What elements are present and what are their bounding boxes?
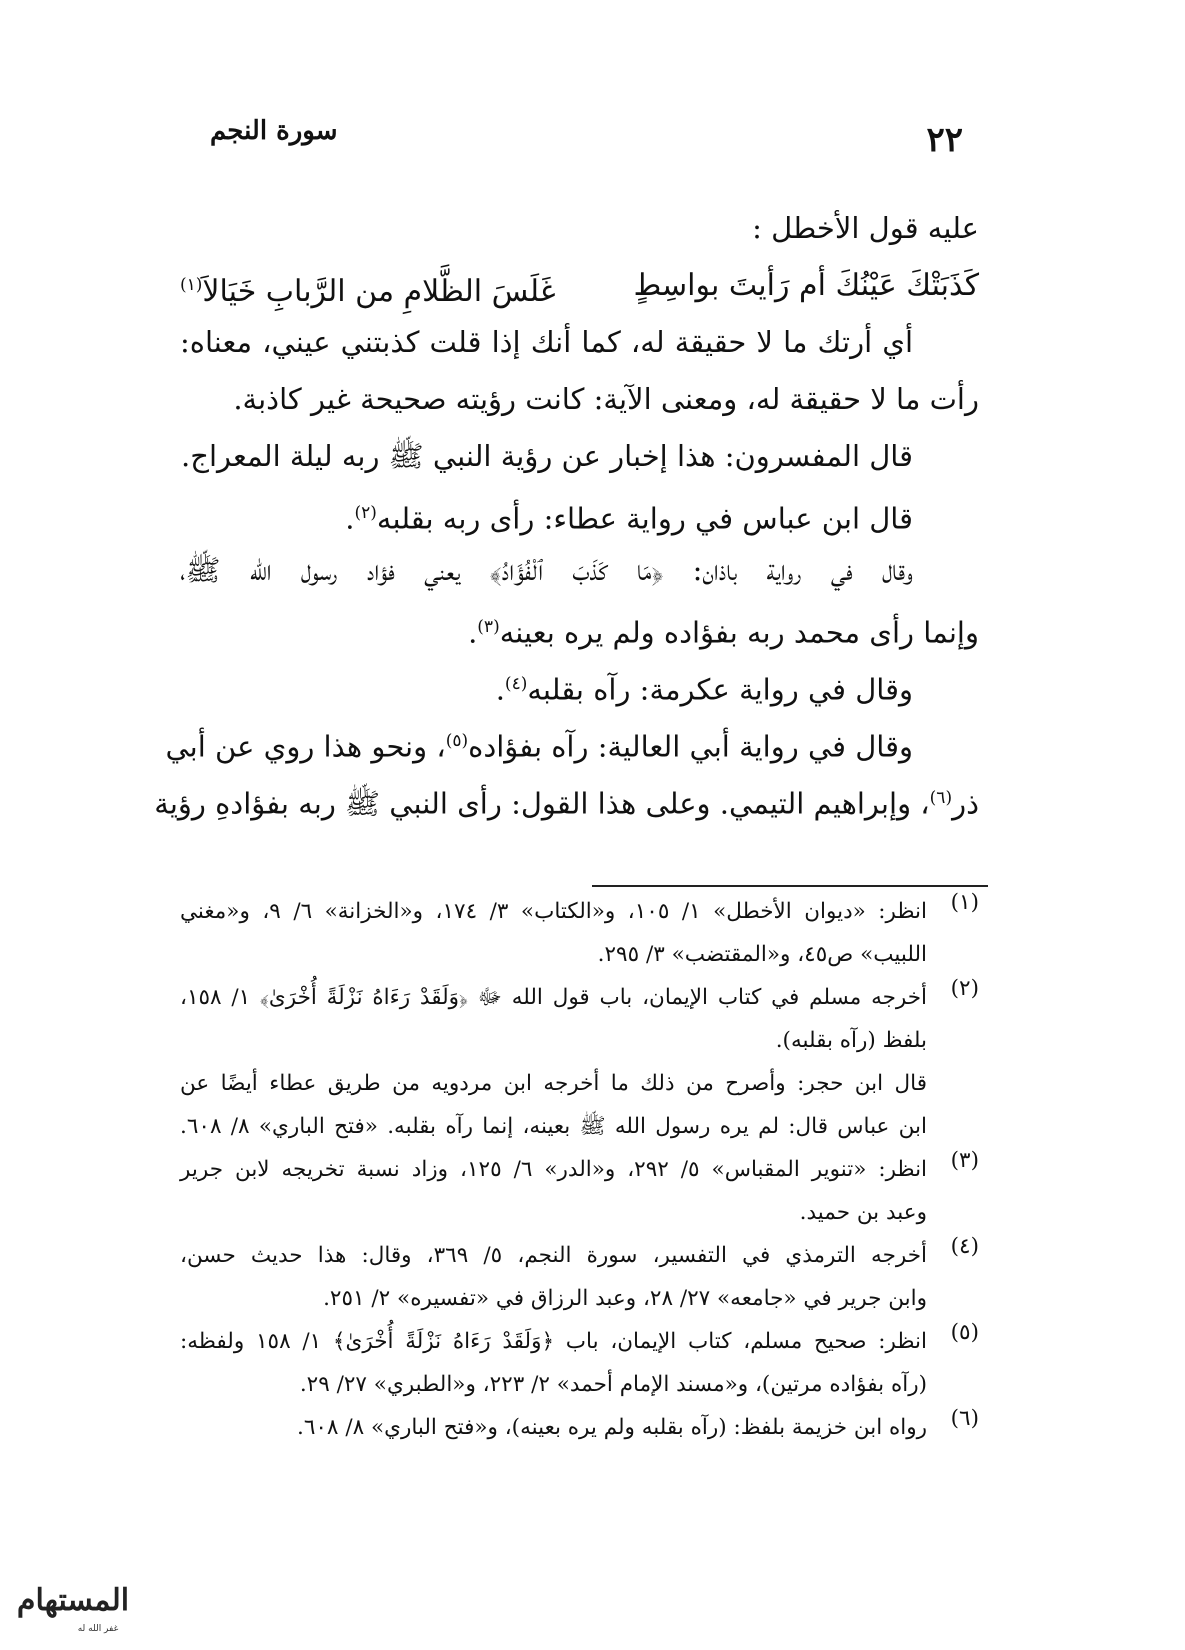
text-run: وقال في رواية عكرمة: رآه بقلبه xyxy=(527,672,913,707)
text-line: رأت ما لا حقيقة له، ومعنى الآية: كانت رؤيته صحيحة غير كاذبة. xyxy=(233,382,979,416)
footnote-5 xyxy=(180,1320,979,1406)
verse-hemistich-1: كَذَبَتْكَ عَيْنُكَ أم رَأيتَ بواسِطٍ xyxy=(633,268,979,303)
text-line xyxy=(165,713,979,770)
footnote-text xyxy=(180,1234,927,1320)
footnote-number: (٢) xyxy=(950,976,979,1001)
footnote-continuation-line: قال ابن حجر: وأصرح من ذلك ما أخرجه ابن مردويه من طريق عطاء أيضًا عن xyxy=(180,1071,927,1096)
footnote-text xyxy=(180,1320,927,1406)
footnote-line: اللبيب» ص٤٥، و«المقتضب» ٣/ ٢٩٥. xyxy=(597,942,927,967)
period: . xyxy=(495,672,505,707)
footnote-4 xyxy=(180,1234,979,1320)
footnote-mark: (٦) xyxy=(929,788,953,808)
footnote-number: (٤) xyxy=(950,1234,979,1259)
text-line: أي أرتك ما لا حقيقة له، كما أنك إذا قلت كذبتني عيني، معناه: xyxy=(180,325,913,359)
footnote-number: (٦) xyxy=(950,1406,979,1431)
logo-subtext: غفر الله له xyxy=(77,1624,119,1634)
footnote-line: وعبد بن حميد. xyxy=(799,1200,927,1225)
footnote-mark: (١) xyxy=(180,275,203,295)
footnote-text xyxy=(180,1406,927,1449)
footnote-line: أخرجه الترمذي في التفسير، سورة النجم، ٥/ ٣٦٩، وقال: هذا حديث حسن، xyxy=(180,1243,927,1268)
footnote-mark: (٥) xyxy=(445,731,469,751)
footnote-line: انظر: صحيح مسلم، كتاب الإيمان، باب ﴿وَلَقَدْ رَءَاهُ نَزْلَةً أُخْرَىٰ﴾ ١/ ١٥٨ ولفظه: xyxy=(180,1329,927,1354)
text-run: قال ابن عباس في رواية عطاء: رأى ربه بقلبه xyxy=(376,501,913,536)
footnote-text xyxy=(180,1148,927,1234)
footnote-line: رواه ابن خزيمة بلفظ: (رآه بقلبه ولم يره بعينه)، و«فتح الباري» ٨/ ٦٠٨. xyxy=(296,1415,927,1440)
text-line: عليه قول الأخطل : xyxy=(752,211,979,245)
footnote-line: أخرجه مسلم في كتاب الإيمان، باب قول الله ﷻ ﴿وَلَقَدْ رَءَاهُ نَزْلَةً أُخْرَىٰ﴾ ١/ ١٥٨، xyxy=(180,985,928,1010)
footnote-text xyxy=(180,976,927,1062)
footnote-mark: (٣) xyxy=(477,617,500,637)
footnote-number: (١) xyxy=(950,890,979,915)
footnote-6 xyxy=(180,1406,979,1449)
calligraphy-logo xyxy=(14,1576,132,1636)
logo-text: المستهام xyxy=(16,1583,130,1618)
text-run: ذر xyxy=(952,786,979,821)
verse-hemistich-2-group xyxy=(180,257,556,314)
footnote-3 xyxy=(180,1148,979,1234)
footnote-number: (٣) xyxy=(950,1148,979,1173)
text-line xyxy=(180,599,979,656)
page-header xyxy=(210,112,963,162)
text-line xyxy=(180,656,979,713)
footnote-2 xyxy=(180,976,979,1062)
footnotes xyxy=(180,890,979,1449)
footnote-mark: (٤) xyxy=(504,674,528,694)
footnote-line: انظر: «ديوان الأخطل» ١/ ١٠٥، و«الكتاب» ٣/ ١٧٤، و«الخزانة» ٦/ ٩، و«مغني xyxy=(180,899,928,924)
footnote-mark: (٢) xyxy=(354,503,377,523)
verse-hemistich-2: غَلَسَ الظَّلامِ من الرَّبابِ خَيَالاَ xyxy=(202,274,556,309)
main-text xyxy=(154,200,979,827)
footnote-1 xyxy=(180,890,979,976)
text-run: ، وإبراهيم التيمي. وعلى هذا القول: رأى النبي ﷺ ربه بفؤادهِ رؤية xyxy=(154,786,930,821)
footnote-number: (٥) xyxy=(950,1320,979,1345)
text-run: وقال في رواية أبي العالية: رآه بفؤاده xyxy=(468,729,913,764)
footnote-continuation-line: ابن عباس قال: لم يره رسول الله ﷺ بعينه، إنما رآه بقلبه. «فتح الباري» ٨/ ٦٠٨. xyxy=(180,1114,928,1139)
text-line xyxy=(154,770,979,827)
text-line: وقال في رواية باذان: ﴿مَا كَذَبَ ٱلْفُؤَادُ﴾ يعني فؤاد رسول الله ﷺ، xyxy=(180,553,913,587)
footnote-separator xyxy=(592,885,988,887)
footnote-text xyxy=(180,890,927,976)
page-number: ٢٢ xyxy=(926,120,963,160)
text-run: وإنما رأى محمد ربه بفؤاده ولم يره بعينه xyxy=(499,615,979,650)
period: . xyxy=(468,615,478,650)
poetry-verse xyxy=(180,257,979,314)
footnote-line: (رآه بفؤاده مرتين)، و«مسند الإمام أحمد» ٢/ ٢٢٣، و«الطبري» ٢٧/ ٢٩. xyxy=(299,1372,927,1397)
text-run: ، ونحو هذا روي عن أبي xyxy=(165,729,446,764)
footnote-line: بلفظ (رآه بقلبه). xyxy=(775,1028,927,1053)
footnote-line: انظر: «تنوير المقباس» ٥/ ٢٩٢، و«الدر» ٦/ ١٢٥، وزاد نسبة تخريجه لابن جرير xyxy=(180,1157,928,1182)
text-line xyxy=(180,485,979,542)
running-title: سورة النجم xyxy=(210,116,338,146)
text-line: قال المفسرون: هذا إخبار عن رؤية النبي ﷺ ربه ليلة المعراج. xyxy=(181,439,913,473)
period: . xyxy=(345,501,355,536)
footnote-line: وابن جرير في «جامعه» ٢٧/ ٢٨، وعبد الرزاق في «تفسيره» ٢/ ٢٥١. xyxy=(323,1286,927,1311)
